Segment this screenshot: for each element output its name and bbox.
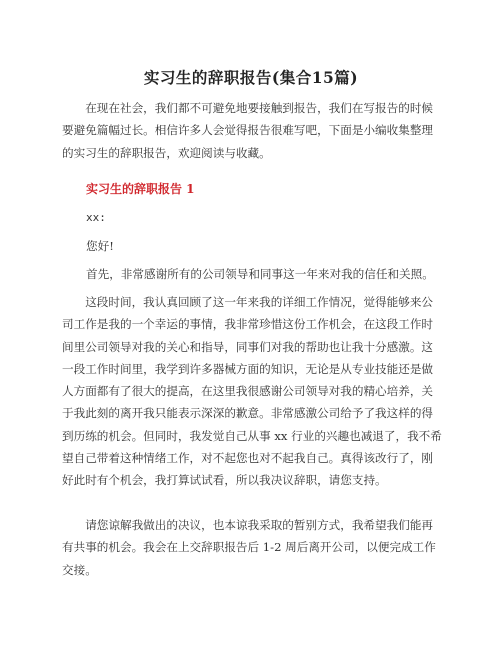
section-heading: 实习生的辞职报告 1 [86, 182, 195, 196]
document-title: 实习生的辞职报告(集合15篇) [143, 68, 359, 87]
paragraph-closing [62, 514, 442, 581]
paragraph-thanks: 首先，非常感谢所有的公司领导和同事这一年来对我的信任和关照。 [86, 267, 434, 281]
body-line: 司工作是我的一个幸运的事情，我非常珍惜这份工作机会，在这段工作时 [62, 317, 434, 332]
body-line: 到历练的机会。但同时，我发觉自己从事 xx 行业的兴趣也减退了，我不希 [62, 428, 442, 443]
intro-line: 要避免篇幅过长。相信许多人会觉得报告很难写吧，下面是小编收集整理 [62, 123, 434, 138]
greeting: 您好! [86, 239, 114, 253]
paragraph-body [62, 291, 442, 492]
closing-line: 有共事的机会。我会在上交辞职报告后 1-2 周后离开公司，以便完成工作 [62, 540, 436, 555]
intro-line: 的实习生的辞职报告，欢迎阅读与收藏。 [62, 145, 271, 160]
body-line: 这段时间，我认真回顾了这一年来我的详细工作情况，觉得能够来公 [62, 295, 434, 309]
body-line: 间里公司领导对我的关心和指导，同事们对我的帮助也让我十分感激。这 [62, 339, 434, 354]
intro-line: 在现在社会，我们都不可避免地要接触到报告，我们在写报告的时候 [62, 101, 434, 115]
body-line: 人方面都有了很大的提高，在这里我很感谢公司领导对我的精心培养，关 [62, 384, 434, 399]
closing-line: 交接。 [62, 562, 97, 577]
salutation: xx: [86, 211, 106, 224]
body-line: 一段工作时间里，我学到许多器械方面的知识，无论是从专业技能还是做 [62, 361, 434, 376]
body-line: 望自己带着这种情绪工作，对不起您也对不起我自己。真得该改行了，刚 [62, 451, 434, 466]
body-line: 于我此刻的离开我只能表示深深的歉意。非常感激公司给予了我这样的得 [62, 406, 434, 421]
closing-line: 请您谅解我做出的决议，也本谅我采取的暂别方式，我希望我们能再 [62, 518, 434, 532]
intro-paragraph [62, 97, 442, 164]
body-line: 好此时有个机会，我打算试试看，所以我决议辞职，请您支持。 [62, 473, 387, 488]
